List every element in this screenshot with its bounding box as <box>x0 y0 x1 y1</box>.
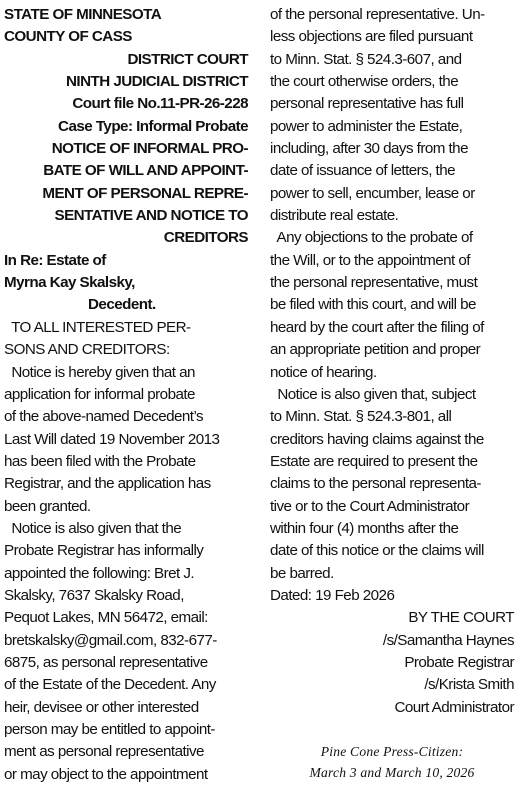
body-line: Last Will dated 19 November 2013 <box>4 430 220 448</box>
body-line: an appropriate petition and proper <box>270 341 481 359</box>
body-line: be filed with this court, and will be <box>270 296 476 314</box>
publication-dates: March 3 and March 10, 2026 <box>309 764 475 780</box>
administrator-signature: /s/Krista Smith <box>424 676 514 694</box>
body-line: power to sell, encumber, lease or <box>270 184 475 202</box>
body-line: to Minn. Stat. § 524.3-607, and <box>270 50 462 68</box>
body-line: SONS AND CREDITORS: <box>4 341 170 359</box>
body-line: person may be entitled to appoint- <box>4 721 215 738</box>
body-line: of the personal representative. Un- <box>270 6 485 23</box>
district-heading: NINTH JUDICIAL DISTRICT <box>66 73 248 91</box>
administrator-title: Court Administrator <box>394 698 514 716</box>
body-line: less objections are filed pursuant <box>270 28 473 46</box>
in-re-estate: In Re: Estate of <box>4 251 106 269</box>
body-line: within four (4) months after the <box>270 519 459 537</box>
body-line: the personal representative, must <box>270 274 478 292</box>
notice-title-line: NOTICE OF INFORMAL PRO- <box>51 140 248 158</box>
body-line: date of this notice or the claims will <box>270 542 484 560</box>
body-line: Skalsky, 7637 Skalsky Road, <box>4 586 184 604</box>
body-line: Registrar, and the application has <box>4 475 211 493</box>
body-line: heard by the court after the filing of <box>270 318 484 336</box>
body-line: tive or to the Court Administrator <box>270 497 470 515</box>
right-column <box>270 4 514 719</box>
body-line: bretskalsky@gmail.com, 832-677- <box>4 631 217 649</box>
body-line: to Minn. Stat. § 524.3-801, all <box>270 408 452 426</box>
body-line: Notice is also given that, subject <box>270 385 476 403</box>
notice-title-line: SENTATIVE AND NOTICE TO <box>54 207 248 225</box>
body-line: Any objections to the probate of <box>270 229 473 247</box>
body-line: creditors having claims against the <box>270 430 484 448</box>
body-line: date of issuance of letters, the <box>270 162 456 180</box>
body-line: appointed the following: Bret J. <box>4 564 195 582</box>
body-line: or may object to the appointment <box>4 765 208 783</box>
body-line: has been filed with the Probate <box>4 452 196 470</box>
body-line: be barred. <box>270 564 334 582</box>
signature-block <box>270 607 514 719</box>
by-the-court: BY THE COURT <box>408 609 514 627</box>
left-body-text <box>4 317 248 786</box>
body-line: the Will, or to the appointment of <box>270 251 470 269</box>
court-heading: DISTRICT COURT <box>127 50 248 68</box>
county-heading: COUNTY OF CASS <box>4 28 132 46</box>
body-line: ment as personal representative <box>4 743 204 761</box>
body-line: power to administer the Estate, <box>270 117 463 135</box>
body-line: Estate are required to present the <box>270 452 478 470</box>
body-line: of the above-named Decedent’s <box>4 408 204 426</box>
body-line: the court otherwise orders, the <box>270 73 459 91</box>
registrar-title: Probate Registrar <box>404 653 514 671</box>
right-body-text <box>270 4 514 607</box>
publication-paper: Pine Cone Press-Citizen: <box>320 744 464 759</box>
body-line: been granted. <box>4 497 91 515</box>
state-heading: STATE OF MINNESOTA <box>4 6 162 23</box>
left-column <box>4 4 248 786</box>
body-line: heir, devisee or other interested <box>4 698 199 716</box>
body-line: 6875, as personal representative <box>4 653 208 671</box>
body-line: Probate Registrar has informally <box>4 542 204 560</box>
body-line: Pequot Lakes, MN 56472, email: <box>4 609 208 627</box>
notice-title-line: MENT OF PERSONAL REPRE- <box>42 184 248 202</box>
body-line: including, after 30 days from the <box>270 140 468 158</box>
body-line: Notice is also given that the <box>4 519 182 537</box>
decedent-label: Decedent. <box>88 296 156 314</box>
body-line: distribute real estate. <box>270 207 399 225</box>
publication-notice <box>270 742 514 783</box>
case-type: Case Type: Informal Probate <box>58 117 248 135</box>
body-line: TO ALL INTERESTED PER- <box>4 318 191 336</box>
registrar-signature: /s/Samantha Haynes <box>382 631 514 649</box>
body-line: of the Estate of the Decedent. Any <box>4 676 216 694</box>
body-line: Notice is hereby given that an <box>4 363 195 381</box>
body-line: application for informal probate <box>4 385 195 403</box>
notice-title-line: BATE OF WILL AND APPOINT- <box>43 162 248 180</box>
dated-line: Dated: 19 Feb 2026 <box>270 586 395 604</box>
body-line: notice of hearing. <box>270 363 377 381</box>
body-line: claims to the personal representa- <box>270 475 481 493</box>
notice-title-line: CREDITORS <box>163 229 248 247</box>
body-line: personal representative has full <box>270 95 464 113</box>
decedent-name: Myrna Kay Skalsky, <box>4 274 135 292</box>
court-file-number: Court file No.11-PR-26-228 <box>72 95 248 113</box>
